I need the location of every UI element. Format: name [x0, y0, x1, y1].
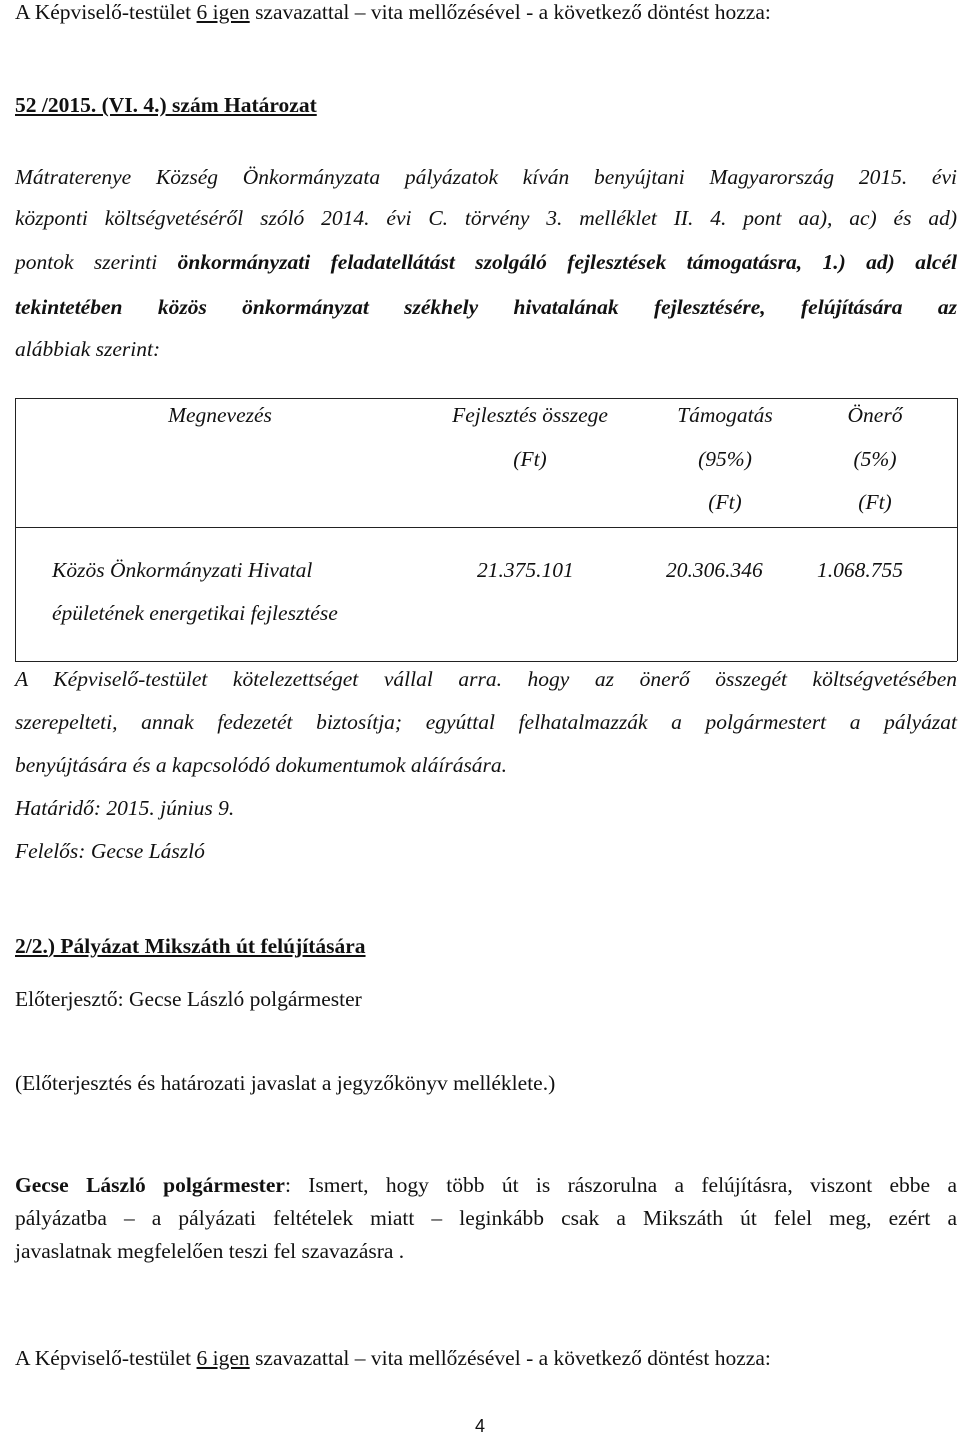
- row-own-value: 1.068.755: [817, 558, 903, 582]
- resolution-line-3: [15, 250, 957, 275]
- responsible: Felelős: Gecse László: [15, 839, 205, 863]
- header-own: Önerő: [847, 403, 903, 427]
- commitment-line-2: szerepelteti, annak fedezetét biztosítja; egyúttal felhatalmazzák a polgármestert a pályázat: [15, 710, 957, 734]
- resolution-line-1: Mátraterenye Község Önkormányzata pályázatok kíván benyújtani Magyarország 2015. évi: [15, 165, 957, 189]
- vote-count: 6 igen: [196, 0, 250, 24]
- header-dev-unit: (Ft): [513, 447, 547, 471]
- row-name-line-1: Közös Önkormányzati Hivatal: [52, 558, 313, 582]
- vote-count: 6 igen: [196, 1346, 250, 1370]
- vote-intro-bottom: [15, 1346, 771, 1371]
- deadline: Határidő: 2015. június 9.: [15, 796, 235, 820]
- vote-intro-top: [15, 0, 771, 25]
- header-support: Támogatás: [677, 403, 773, 427]
- resolution-line-5: alábbiak szerint:: [15, 337, 161, 361]
- item-presenter: Előterjesztő: Gecse László polgármester: [15, 987, 362, 1011]
- commitment-line-1: A Képviselő-testület kötelezettséget vállal arra. hogy az önerő összegét költségvetésében: [15, 667, 957, 691]
- table-border-bottom: [15, 661, 957, 662]
- vote-intro-text-end: szavazattal – vita mellőzésével - a következő döntést hozza:: [249, 0, 771, 24]
- item-title: [15, 934, 366, 959]
- vote-intro-text: A Képviselő-testület: [15, 1346, 197, 1370]
- item-number: 2/2.: [15, 934, 48, 958]
- row-name-line-2: épületének energetikai fejlesztése: [52, 601, 338, 625]
- commitment-line-3: benyújtására és a kapcsolódó dokumentumok aláírására.: [15, 753, 508, 777]
- table-border-left: [15, 398, 16, 661]
- table-border-right: [957, 398, 958, 661]
- item-title-text: ) Pályázat Mikszáth út felújítására: [47, 934, 366, 958]
- header-dev: Fejlesztés összege: [452, 403, 608, 427]
- header-name: Megnevezés: [168, 403, 272, 427]
- header-own-pct: (5%): [853, 447, 897, 471]
- speaker-name: Gecse László polgármester: [15, 1173, 285, 1197]
- row-support-value: 20.306.346: [666, 558, 763, 582]
- table-border-top: [15, 398, 957, 399]
- resolution-line-3-bold: önkormányzati feladatellátást szolgáló fejlesztések támogatásra, 1.) ad) alcél: [177, 250, 957, 274]
- header-own-unit: (Ft): [858, 490, 892, 514]
- item-attachment: (Előterjesztés és határozati javaslat a jegyzőkönyv melléklete.): [15, 1071, 556, 1095]
- resolution-line-2: központi költségvetéséről szóló 2014. évi C. törvény 3. melléklet II. 4. pont aa), ac) és ad): [15, 206, 957, 230]
- page-number: 4: [474, 1416, 485, 1436]
- resolution-line-4: tekintetében közös önkormányzat székhely hivatalának fejlesztésére, felújítására az: [15, 295, 957, 319]
- speech-line-1: [15, 1173, 957, 1198]
- row-dev-value: 21.375.101: [477, 558, 574, 582]
- speech-line-2: pályázatba – a pályázati feltételek miatt – leginkább csak a Mikszáth út felel meg, ezért a: [15, 1206, 957, 1230]
- resolution-line-3-plain: pontok szerinti: [15, 250, 178, 274]
- table-border-mid: [15, 527, 957, 528]
- vote-intro-text-end: szavazattal – vita mellőzésével - a következő döntést hozza:: [249, 1346, 771, 1370]
- resolution-title: 52 /2015. (VI. 4.) szám Határozat: [15, 93, 317, 117]
- header-support-unit: (Ft): [708, 490, 742, 514]
- header-support-pct: (95%): [698, 447, 752, 471]
- vote-intro-text: A Képviselő-testület: [15, 0, 197, 24]
- speech-text-1: : Ismert, hogy több út is rászorulna a felújításra, viszont ebbe a: [284, 1173, 957, 1197]
- speech-line-3: javaslatnak megfelelően teszi fel szavazásra .: [15, 1239, 405, 1263]
